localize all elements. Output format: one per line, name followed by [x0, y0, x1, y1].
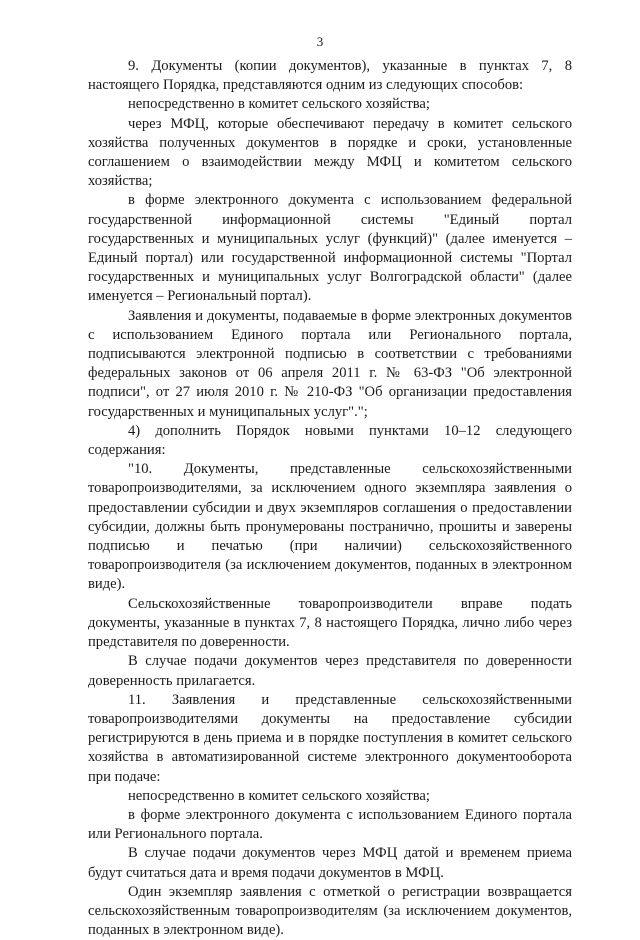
paragraph-amendment-4: 4) дополнить Порядок новыми пунктами 10–12 следующего содержания: — [88, 422, 572, 459]
paragraph-representative: Сельскохозяйственные товаропроизводители вправе подать документы, указанные в пунктах 7, 8 настоящего Порядка, лично либо через представителя по доверенности. — [88, 595, 572, 651]
paragraph-item-11: 11. Заявления и представленные сельскохозяйственными товаропроизводителями документы на предоставление субсидии регистрируются в день приема и в порядке поступления в комитет сельского хозяйства в автоматизированной системе электронного документооборота при подаче: — [88, 691, 572, 785]
paragraph-method-direct: непосредственно в комитет сельского хозяйства; — [128, 96, 430, 113]
document-body — [88, 57, 572, 940]
paragraph-registration-direct: непосредственно в комитет сельского хозяйства; — [128, 787, 430, 804]
paragraph-registration-electronic: в форме электронного документа с использованием Единого портала или Регионального портала. — [88, 806, 572, 843]
paragraph-mfc-date: В случае подачи документов через МФЦ датой и временем приема будут считаться дата и время подачи документов в МФЦ. — [88, 845, 572, 881]
paragraph-method-electronic: в форме электронного документа с использованием федеральной государственной информационной системы "Единый портал государственных и муниципальных услуг (функций)" (далее именуется – Единый портал) или государственной информационной системы "Портал государственных и муниципальных услуг Волгоградской области" (далее именуется – Региональный портал). — [88, 192, 572, 305]
paragraph-item-9: 9. Документы (копии документов), указанные в пунктах 7, 8 настоящего Порядка, представляются одним из следующих способов: — [88, 58, 572, 94]
page-number: 3 — [316, 34, 324, 49]
paragraph-electronic-signature: Заявления и документы, подаваемые в форме электронных документов с использованием Единого портала или Регионального портала, подписываются электронной подписью в соответствии с требованиями федеральных законов от 06 апреля 2011 г. № 63-ФЗ "Об электронной подписи", от 27 июля 2010 г. № 210-ФЗ "Об организации предоставления государственных и муниципальных услуг"."; — [88, 307, 572, 420]
paragraph-copy-returned: Один экземпляр заявления с отметкой о регистрации возвращается сельскохозяйственным товаропроизводителям (за исключением документов, поданных в электронном виде). — [88, 883, 572, 939]
paragraph-item-10: "10. Документы, представленные сельскохозяйственными товаропроизводителями, за исключением одного экземпляра заявления о предоставлении субсидии и двух экземпляров соглашения о предоставлении субсидии, должны быть пронумерованы постранично, прошиты и заверены подписью и печатью (при наличии) сельскохозяйственного товаропроизводителя (за исключением документов, поданных в электронном виде). — [88, 461, 572, 593]
paragraph-method-mfc: через МФЦ, которые обеспечивают передачу в комитет сельского хозяйства полученных документов в порядке и сроки, установленные соглашением о взаимодействии между МФЦ и комитетом сельского хозяйства; — [88, 115, 572, 190]
paragraph-power-of-attorney: В случае подачи документов через представителя по доверенности доверенность прилагается. — [88, 653, 572, 689]
